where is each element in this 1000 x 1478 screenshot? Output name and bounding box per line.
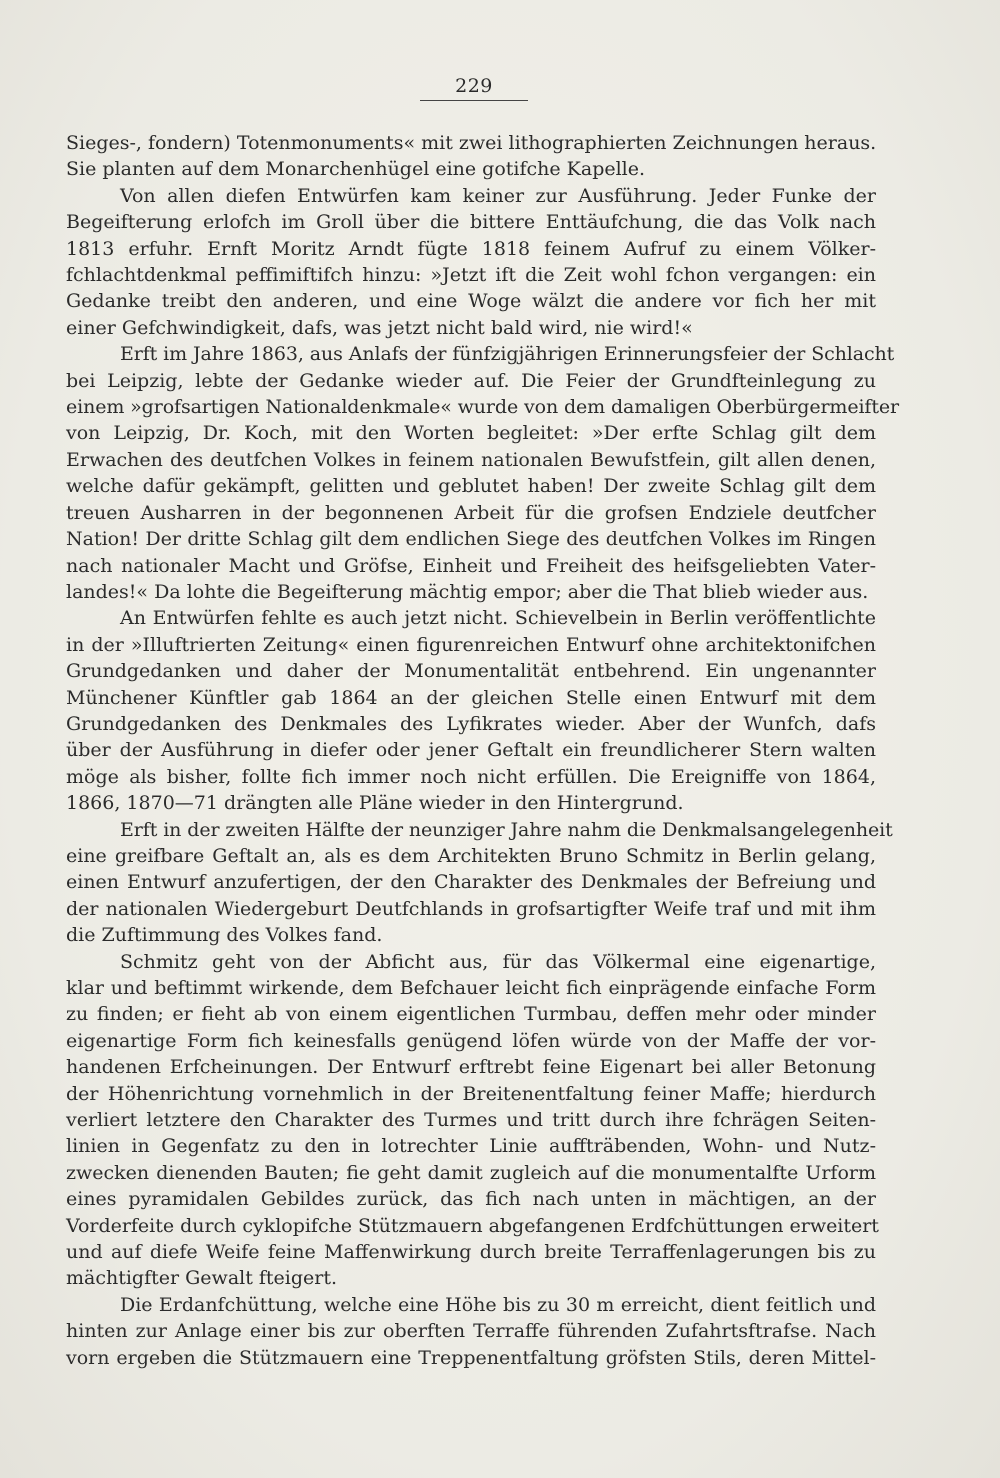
text-line: vorn ergeben die Stützmauern eine Treppenentfaltung gröfsten Stils, deren Mittel- (66, 1346, 876, 1369)
text-line: Schmitz geht von der Abficht aus, für das Völkermal eine eigenartige, (120, 950, 876, 973)
text-line: Erwachen des deutfchen Volkes in feinem nationalen Bewufstfein, gilt allen denen, (66, 448, 876, 471)
text-line: Gedanke treibt den anderen, und eine Woge wälzt die andere vor fich her mit (66, 290, 876, 313)
text-line: möge als bisher, follte fich immer noch nicht erfüllen. Die Ereigniffe von 1864, (66, 765, 876, 788)
text-line: eigenartige Form fich keinesfalls genügend löfen würde von der Maffe der vor- (66, 1029, 876, 1052)
text-line: Grundgedanken und daher der Monumentalität entbehrend. Ein ungenannter (66, 660, 876, 683)
text-line: bei Leipzig, lebte der Gedanke wieder auf. Die Feier der Grundfteinlegung zu (66, 369, 876, 392)
page-header (420, 74, 528, 101)
text-line: Nation! Der dritte Schlag gilt dem endlichen Siege des deutfchen Volkes im Ringen (66, 528, 876, 551)
text-line: Begeifterung erlofch im Groll über die bittere Enttäufchung, die das Volk nach (66, 211, 876, 234)
text-line: Münchener Künftler gab 1864 an der gleichen Stelle einen Entwurf mit dem (66, 686, 876, 709)
text-line: linien in Gegenfatz zu den in lotrechter Linie auffträbenden, Wohn- und Nutz- (66, 1135, 876, 1158)
text-line: nach nationaler Macht und Gröfse, Einheit und Freiheit des heifsgeliebten Vater- (66, 554, 876, 577)
text-line: 1813 erfuhr. Ernft Moritz Arndt fügte 1818 feinem Aufruf zu einem Völker- (66, 237, 876, 260)
text-line: eines pyramidalen Gebildes zurück, das fich nach unten in mächtigen, an der (66, 1188, 876, 1211)
text-line: Erft im Jahre 1863, aus Anlafs der fünfzigjährigen Erinnerungsfeier der Schlacht (120, 343, 895, 366)
page-number: 229 (455, 75, 493, 97)
text-line: welche dafür gekämpft, gelitten und geblutet haben! Der zweite Schlag gilt dem (66, 475, 876, 498)
text-line: handenen Erfcheinungen. Der Entwurf erftrebt feine Eigenart bei aller Betonung (66, 1056, 876, 1079)
text-line: verliert letztere den Charakter des Turmes und tritt durch ihre fchrägen Seiten- (66, 1109, 876, 1132)
text-line: klar und beftimmt wirkende, dem Befchauer leicht fich einprägende einfache Form (66, 977, 876, 999)
text-line: hinten zur Anlage einer bis zur oberften Terraffe führenden Zufahrtsftrafse. Nach (66, 1320, 876, 1343)
text-line: einen Entwurf anzufertigen, der den Charakter des Denkmales der Befreiung und (66, 871, 876, 894)
header-rule (420, 100, 528, 101)
text-line: zu finden; er fieht ab von einem eigentlichen Turmbau, deffen mehr oder minder (66, 1003, 876, 1026)
text-line: Grundgedanken des Denkmales des Lyfikrates wieder. Aber der Wunfch, dafs (66, 712, 876, 735)
text-line: über der Ausführung in diefer oder jener Geftalt ein freundlicherer Stern walten (66, 739, 876, 762)
text-line: Erft in der zweiten Hälfte der neunziger Jahre nahm die Denkmalsangelegenheit (120, 818, 893, 841)
text-line: Von allen diefen Entwürfen kam keiner zur Ausführung. Jeder Funke der (120, 184, 876, 207)
text-line: von Leipzig, Dr. Koch, mit den Worten begleitet: »Der erfte Schlag gilt dem (66, 422, 876, 445)
text-line: landes!« Da lohte die Begeifterung mächtig empor; aber die That blieb wieder aus. (66, 580, 869, 603)
text-line: 1866, 1870—71 drängten alle Pläne wieder in den Hintergrund. (66, 792, 684, 815)
text-line: einem »grofsartigen Nationaldenkmale« wurde von dem damaligen Oberbürgermeifter (66, 396, 899, 419)
text-line: der Höhenrichtung vornehmlich in der Breitenentfaltung feiner Maffe; hierdurch (66, 1082, 876, 1105)
text-line: die Zuftimmung des Volkes fand. (66, 924, 383, 947)
text-line: in der »Illuftrierten Zeitung« einen figurenreichen Entwurf ohne architektonifchen (66, 633, 876, 656)
text-line: treuen Ausharren in der begonnenen Arbeit für die grofsen Endziele deutfcher (66, 501, 876, 524)
text-line: An Entwürfen fehlte es auch jetzt nicht. Schievelbein in Berlin veröffentlichte (120, 607, 876, 630)
text-line: einer Gefchwindigkeit, dafs, was jetzt nicht bald wird, nie wird!« (66, 316, 693, 339)
text-line: fchlachtdenkmal peffimiftifch hinzu: »Jetzt ift die Zeit wohl fchon vergangen: ein (66, 264, 876, 287)
text-line: Sie planten auf dem Monarchenhügel eine gotifche Kapelle. (66, 158, 646, 181)
text-line: mächtigfter Gewalt fteigert. (66, 1267, 338, 1290)
body-text (66, 130, 899, 1371)
text-line: zwecken dienenden Bauten; fie geht damit zugleich auf die monumentalfte Urform (66, 1161, 876, 1184)
text-line: eine greifbare Geftalt an, als es dem Architekten Bruno Schmitz in Berlin gelang, (66, 844, 876, 867)
text-line: Vorderfeite durch cyklopifche Stützmauern abgefangenen Erdfchüttungen erweitert (66, 1214, 879, 1237)
text-line: Sieges-, fondern) Totenmonuments« mit zwei lithographierten Zeichnungen heraus. (66, 132, 877, 154)
text-line: und auf diefe Weife feine Maffenwirkung durch breite Terraffenlagerungen bis zu (66, 1241, 876, 1264)
text-line: Die Erdanfchüttung, welche eine Höhe bis zu 30 m erreicht, dient feitlich und (120, 1293, 876, 1316)
text-line: der nationalen Wiedergeburt Deutfchlands in grofsartigfter Weife traf und mit ihm (66, 897, 876, 920)
